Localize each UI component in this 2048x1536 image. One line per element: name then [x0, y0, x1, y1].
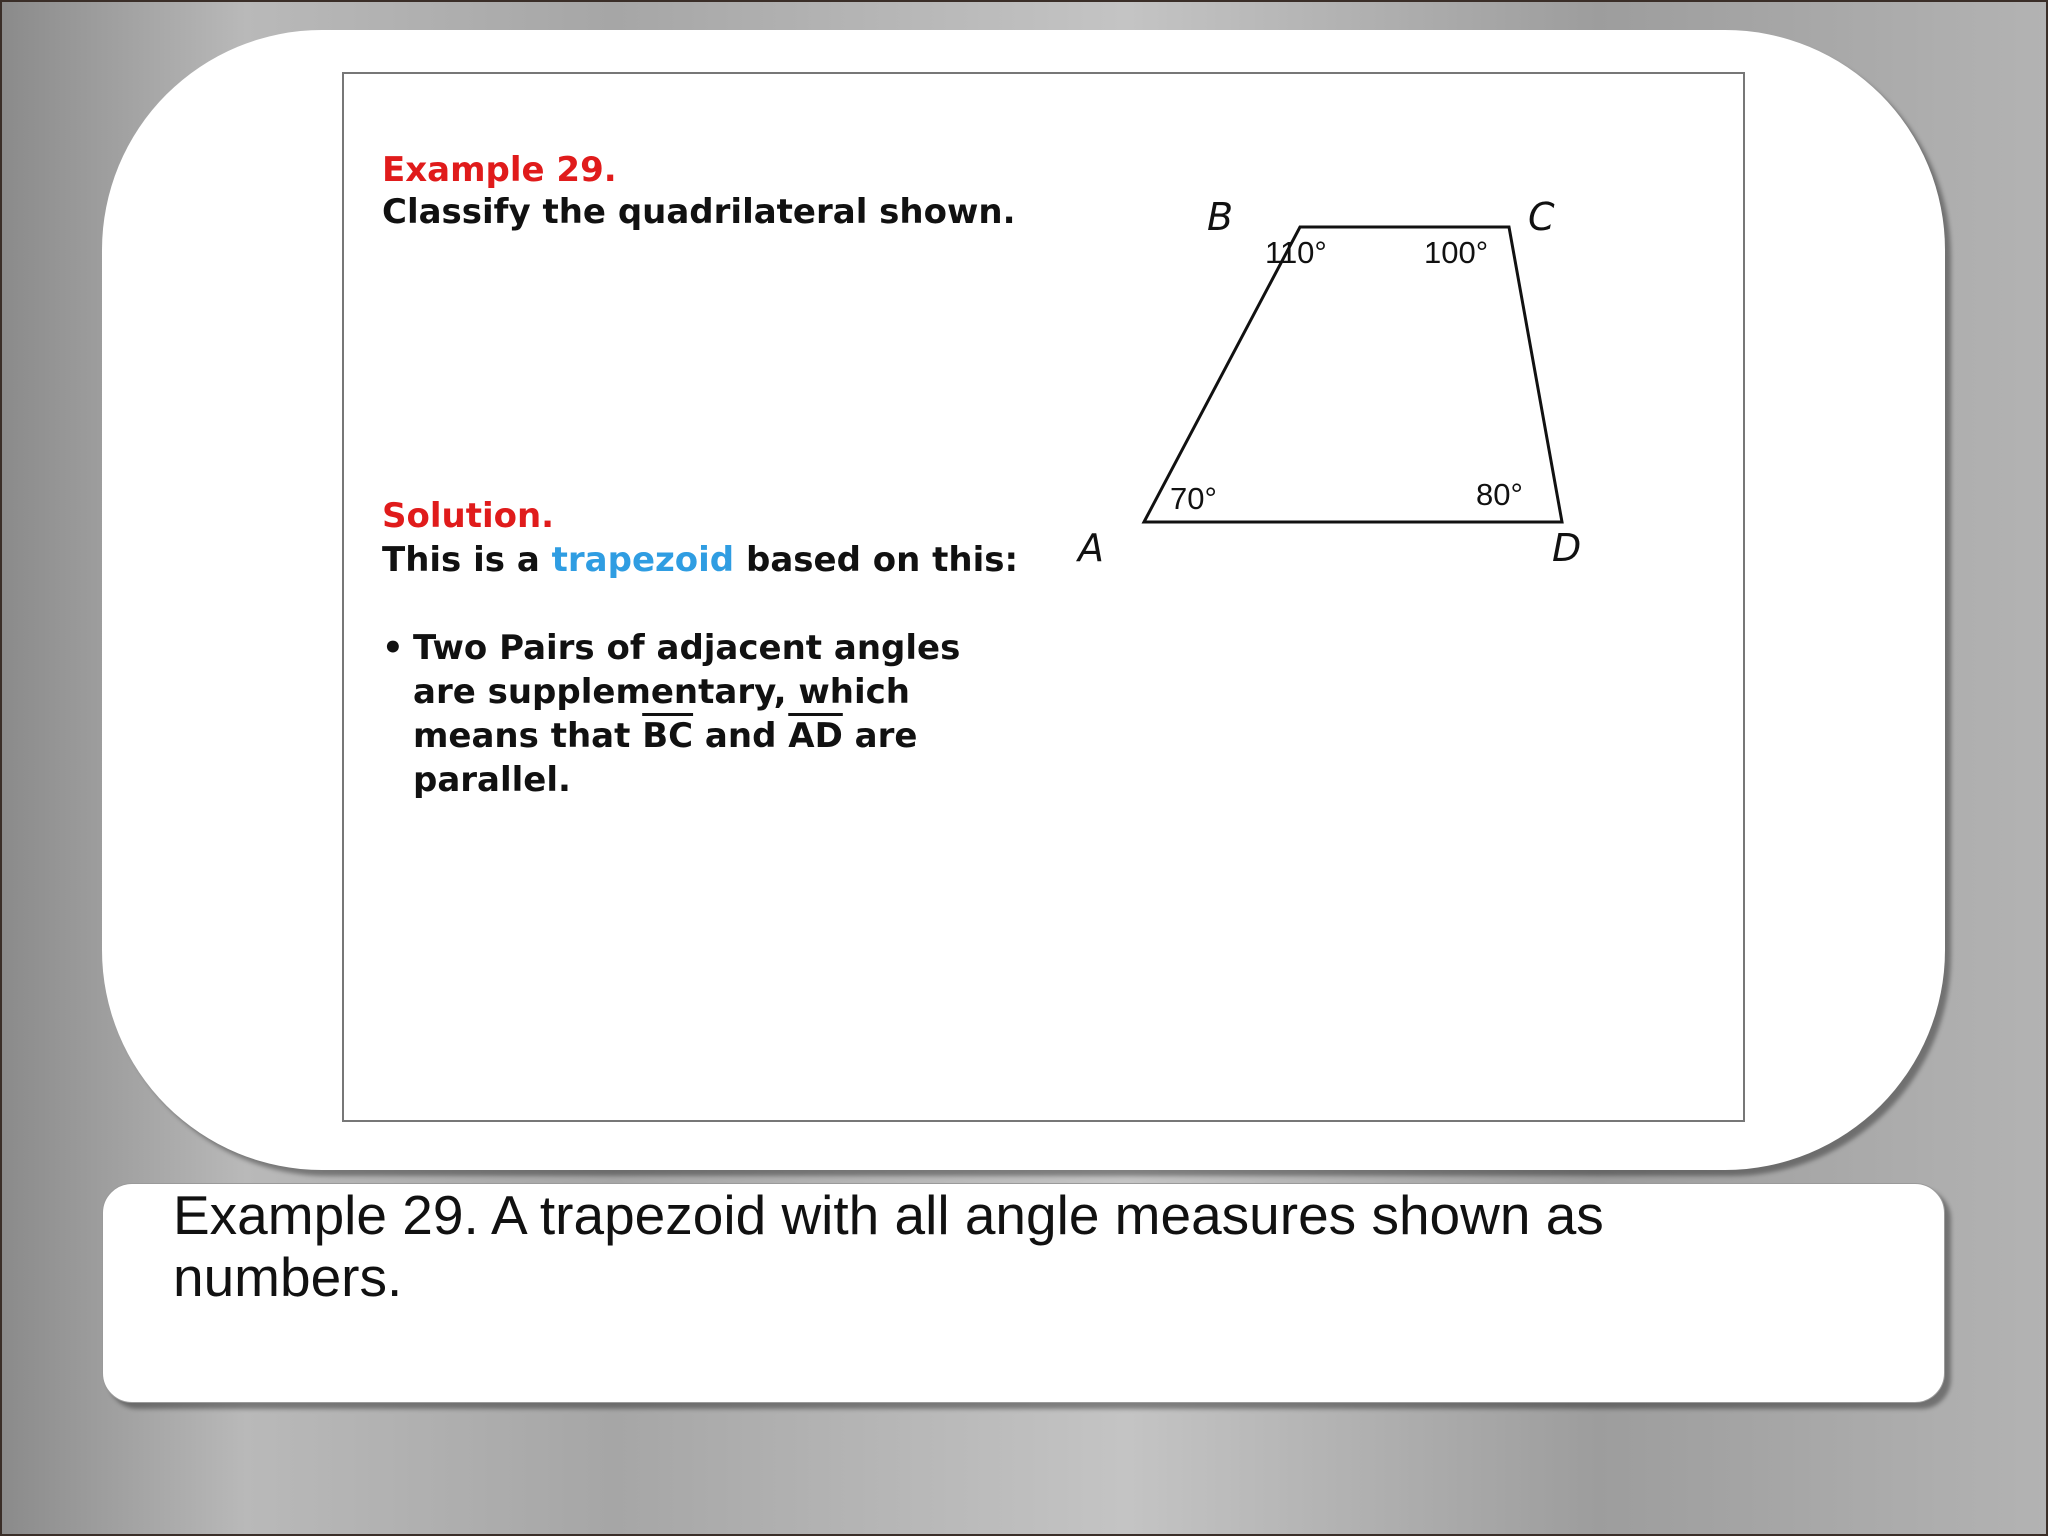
bullet-dot: • [382, 628, 404, 668]
angle-label-d: 80° [1476, 477, 1523, 512]
question-text: Classify the quadrilateral shown. [382, 192, 1016, 232]
slide-panel [342, 72, 1745, 1122]
segment-bc: $\overline{BC}$ [642, 716, 694, 756]
caption-card [102, 1183, 1945, 1403]
vertex-label-b: B [1207, 195, 1234, 239]
angle-label-b: 110° [1265, 235, 1327, 270]
vertex-label-c: C [1528, 195, 1555, 239]
vertex-label-a: A [1078, 526, 1104, 570]
solution-intro-before: This is a [382, 540, 552, 580]
segment-ad: $\overline{AD}$ [788, 716, 843, 756]
reason-part2: and [693, 716, 789, 756]
example-title: Example 29. [382, 150, 617, 190]
angle-label-c: 100° [1424, 235, 1489, 270]
vertex-label-d: D [1552, 526, 1582, 570]
caption-text: Example 29. A trapezoid with all angle measures shown as numbers. [173, 1184, 1604, 1308]
trapezoid-highlight: trapezoid [551, 540, 735, 580]
trapezoid-figure [344, 74, 1743, 1120]
solution-intro-after: based on this: [734, 540, 1019, 580]
angle-label-a: 70° [1170, 481, 1217, 516]
reason-part3: are parallel. [413, 716, 918, 800]
solution-title: Solution. [382, 496, 555, 536]
reason-part1: Two Pairs of adjacent angles are supplementary, which means that [413, 628, 961, 756]
